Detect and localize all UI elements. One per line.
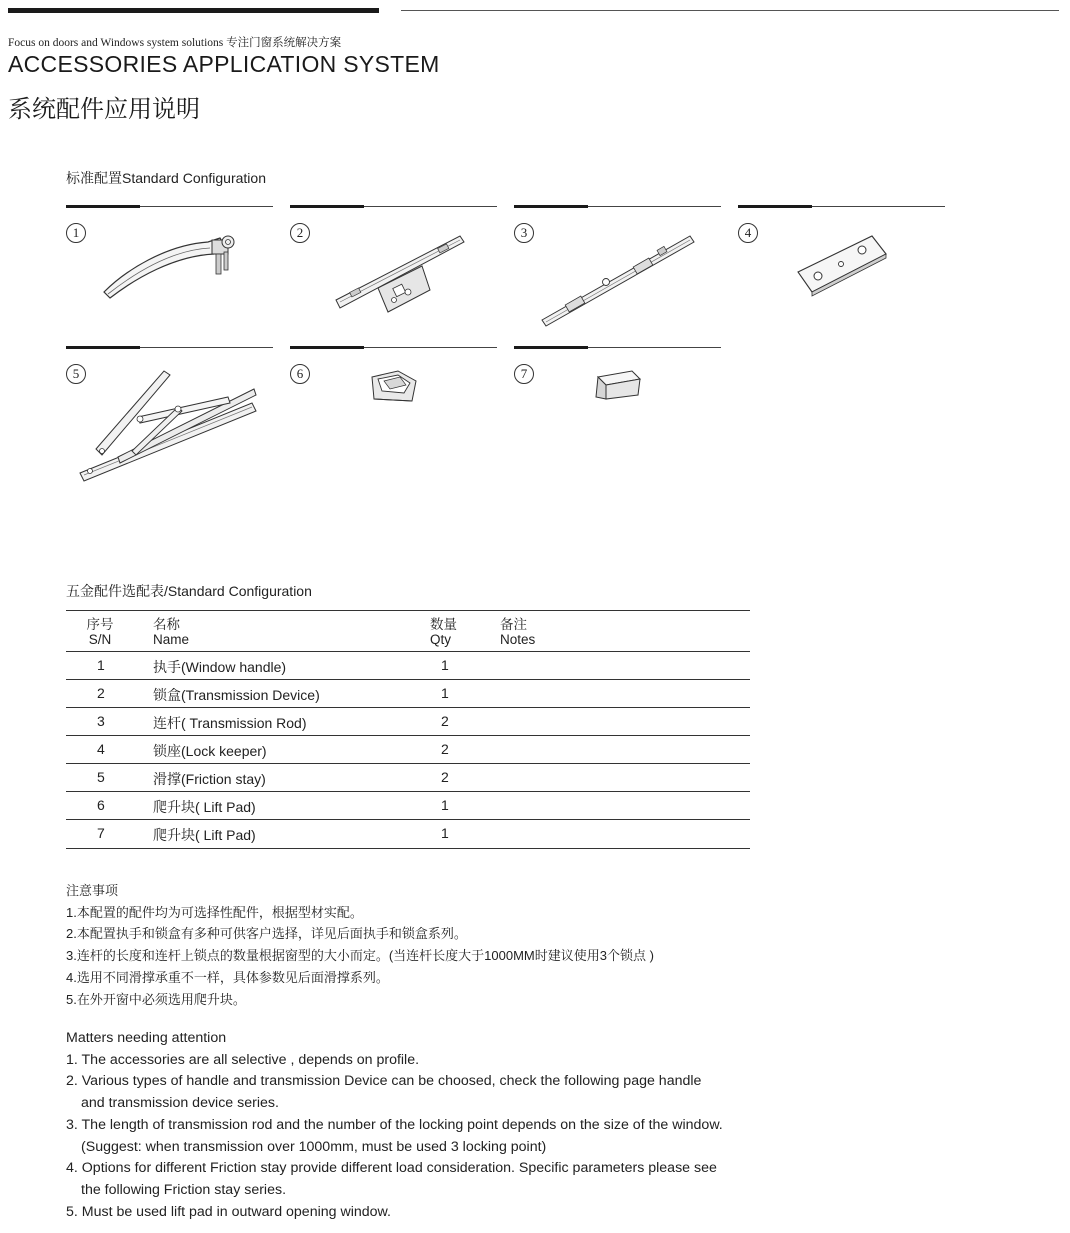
header-name-cn: 名称 — [153, 617, 180, 632]
item-rule-accent — [290, 205, 364, 208]
lift-pad-icon — [368, 367, 420, 407]
header-name-en: Name — [153, 632, 190, 647]
lock-keeper-icon — [794, 228, 894, 304]
item-rule-accent — [290, 346, 364, 349]
row-name: 锁盒(Transmission Device) — [153, 687, 320, 703]
notes-en-item: 2. Various types of handle and transmission Device can be choosed, check the following page handle — [66, 1073, 702, 1090]
page-title-cn: 系统配件应用说明 — [8, 95, 200, 123]
row-sn: 4 — [97, 741, 105, 757]
config-item-4 — [738, 206, 945, 336]
item-rule-accent — [514, 205, 588, 208]
row-qty: 1 — [441, 685, 449, 701]
row-name: 滑撑(Friction stay) — [153, 771, 266, 787]
config-item-7 — [514, 347, 721, 477]
notes-en-item: 5. Must be used lift pad in outward opening window. — [66, 1203, 391, 1220]
notes-cn-item: 4.选用不同滑撑承重不一样，具体参数见后面滑撑系列。 — [66, 969, 389, 985]
config-item-3 — [514, 206, 721, 336]
notes-en-title: Matters needing attention — [66, 1030, 227, 1046]
row-sn: 6 — [97, 797, 105, 813]
config-item-1 — [66, 206, 273, 336]
notes-cn-item: 5.在外开窗中必须选用爬升块。 — [66, 991, 246, 1007]
header-sn-en: S/N — [88, 632, 112, 647]
window-handle-icon — [96, 230, 246, 300]
row-qty: 1 — [441, 657, 449, 673]
item-rule-accent — [66, 346, 140, 349]
table-row — [66, 820, 750, 848]
row-qty: 2 — [441, 741, 449, 757]
row-sn: 1 — [97, 657, 105, 673]
notes-cn-title: 注意事项 — [66, 883, 119, 898]
tagline: Focus on doors and Windows system solutions 专注门窗系统解决方案 — [8, 37, 342, 49]
item-rule-accent — [514, 346, 588, 349]
item-number: 2 — [290, 223, 310, 243]
header-qty — [430, 617, 457, 647]
header-rule-thick — [8, 8, 379, 13]
header-rule-thin — [401, 10, 1059, 11]
notes-en-item: 3. The length of transmission rod and the number of the locking point depends on the size of the window. — [66, 1116, 723, 1133]
transmission-rod-icon — [538, 230, 698, 330]
item-number: 6 — [290, 364, 310, 384]
item-number: 5 — [66, 364, 86, 384]
notes-en-item-cont: and transmission device series. — [81, 1095, 279, 1112]
hardware-table-title: 五金配件选配表/Standard Configuration — [66, 583, 312, 599]
notes-cn-item: 2.本配置执手和锁盒有多种可供客户选择，详见后面执手和锁盒系列。 — [66, 926, 467, 942]
row-name: 爬升块( Lift Pad) — [153, 799, 256, 815]
row-sn: 5 — [97, 769, 105, 785]
row-qty: 1 — [441, 825, 449, 841]
header-sn — [86, 617, 114, 647]
table-row — [66, 764, 750, 792]
header-notes — [500, 617, 535, 647]
config-item-2 — [290, 206, 497, 336]
row-name: 锁座(Lock keeper) — [153, 743, 267, 759]
notes-cn — [66, 880, 654, 1010]
header-notes-en: Notes — [500, 632, 536, 647]
row-sn: 3 — [97, 713, 105, 729]
row-sn: 2 — [97, 685, 105, 701]
transmission-device-icon — [330, 230, 470, 316]
notes-en-item-cont: the following Friction stay series. — [81, 1181, 287, 1198]
item-number: 1 — [66, 223, 86, 243]
item-number: 3 — [514, 223, 534, 243]
table-row — [66, 680, 750, 708]
notes-en-item: 4. Options for different Friction stay provide different load consideration. Specific parameters please see — [66, 1160, 717, 1177]
row-qty: 2 — [441, 713, 449, 729]
row-name: 爬升块( Lift Pad) — [153, 827, 256, 843]
row-qty: 1 — [441, 797, 449, 813]
table-row — [66, 652, 750, 680]
table-row — [66, 736, 750, 764]
row-qty: 2 — [441, 769, 449, 785]
header-qty-cn: 数量 — [430, 617, 457, 632]
header-qty-en: Qty — [430, 632, 452, 647]
item-number: 4 — [738, 223, 758, 243]
header-notes-cn: 备注 — [500, 617, 527, 632]
config-item-5 — [66, 347, 273, 477]
row-name: 执手(Window handle) — [153, 659, 287, 675]
item-rule-accent — [738, 205, 812, 208]
notes-cn-item: 1.本配置的配件均为可选择性配件，根据型材实配。 — [66, 904, 363, 920]
notes-cn-item: 3.连杆的长度和连杆上锁点的数量根据窗型的大小而定。(当连杆长度大于1000MM时建议使用3个锁点 ) — [66, 948, 654, 964]
page-title-en: ACCESSORIES APPLICATION SYSTEM — [8, 51, 440, 77]
table-rule — [66, 848, 750, 849]
standard-config-title: 标准配置Standard Configuration — [66, 170, 266, 186]
table-rule — [66, 610, 750, 611]
notes-en-item: 1. The accessories are all selective , depends on profile. — [66, 1051, 420, 1068]
notes-en — [66, 1028, 723, 1223]
row-sn: 7 — [97, 825, 105, 841]
header-sn-cn: 序号 — [86, 617, 114, 632]
item-rule-accent — [66, 205, 140, 208]
lift-pad-icon — [592, 367, 644, 403]
friction-stay-icon — [78, 367, 262, 483]
row-name: 连杆( Transmission Rod) — [153, 715, 307, 731]
config-item-6 — [290, 347, 497, 477]
table-row — [66, 708, 750, 736]
notes-en-item-cont: (Suggest: when transmission over 1000mm, must be used 3 locking point) — [81, 1138, 547, 1155]
item-number: 7 — [514, 364, 534, 384]
header-name — [153, 617, 189, 647]
table-row — [66, 792, 750, 820]
